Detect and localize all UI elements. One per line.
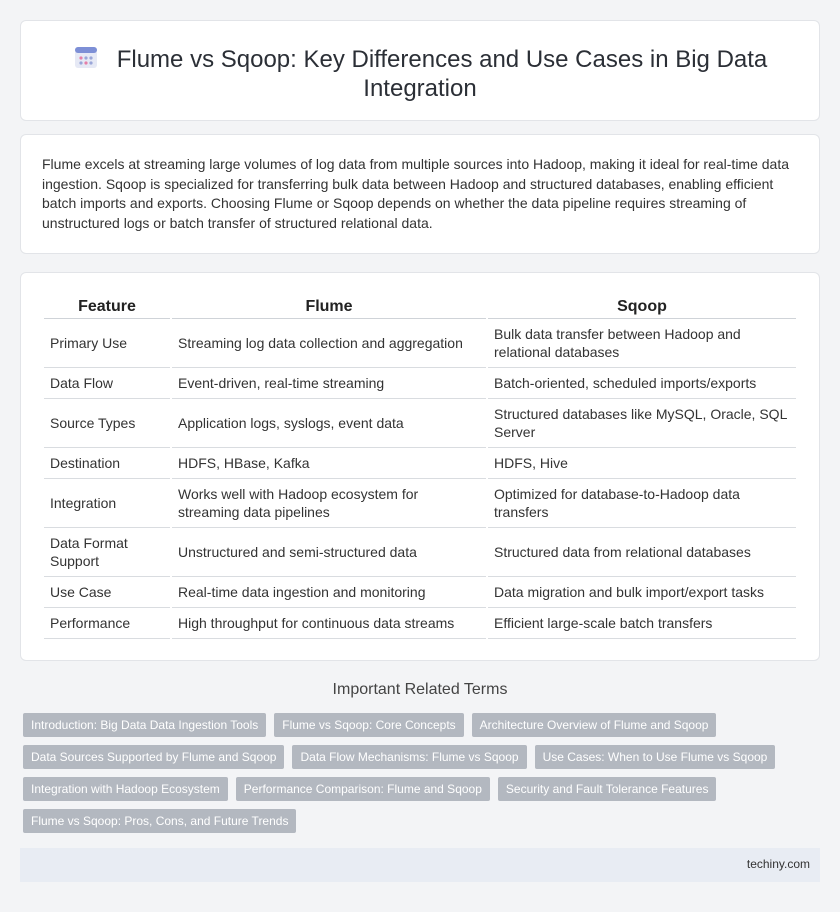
sqoop-cell: Optimized for database-to-Hadoop data transfers — [488, 479, 796, 528]
sqoop-cell: Bulk data transfer between Hadoop and relational databases — [488, 319, 796, 368]
related-tag[interactable]: Data Flow Mechanisms: Flume vs Sqoop — [292, 745, 526, 769]
header-flume: Flume — [172, 296, 486, 319]
table-header-row — [44, 296, 796, 319]
flume-cell: Real-time data ingestion and monitoring — [172, 577, 486, 608]
feature-cell: Use Case — [44, 577, 170, 608]
page-title — [61, 44, 779, 103]
table-row — [44, 608, 796, 639]
header-sqoop: Sqoop — [488, 296, 796, 319]
table-row — [44, 448, 796, 479]
feature-cell: Integration — [44, 479, 170, 528]
related-tag[interactable]: Architecture Overview of Flume and Sqoop — [472, 713, 717, 737]
flume-cell: High throughput for continuous data streams — [172, 608, 486, 639]
feature-cell: Performance — [44, 608, 170, 639]
sqoop-cell: Structured data from relational databases — [488, 528, 796, 577]
footer — [20, 848, 820, 882]
comparison-table — [42, 296, 798, 639]
table-row — [44, 368, 796, 399]
related-tag[interactable]: Integration with Hadoop Ecosystem — [23, 777, 228, 801]
sqoop-cell: Structured databases like MySQL, Oracle, SQL Server — [488, 399, 796, 448]
table-row — [44, 577, 796, 608]
sqoop-cell: Efficient large-scale batch transfers — [488, 608, 796, 639]
flume-cell: Application logs, syslogs, event data — [172, 399, 486, 448]
related-terms-list — [23, 713, 813, 833]
flume-cell: Streaming log data collection and aggregation — [172, 319, 486, 368]
related-tag[interactable]: Performance Comparison: Flume and Sqoop — [236, 777, 490, 801]
calendar-icon — [73, 44, 99, 70]
comparison-card — [20, 272, 820, 661]
page-title-text: Flume vs Sqoop: Key Differences and Use Cases in Big Data Integration — [116, 46, 768, 102]
table-row — [44, 528, 796, 577]
summary-text: Flume excels at streaming large volumes of log data from multiple sources into Hadoop, making it ideal for real-time data ingestion. Sqoop is specialized for transferring bulk data between Hadoop and structured databases, enabling efficient batch imports and exports. Choosing Flume or Sqoop depends on whether the data pipeline requires streaming of unstructured logs or batch transfer of structured relational data. — [42, 156, 790, 231]
related-tag[interactable]: Security and Fault Tolerance Features — [498, 777, 717, 801]
feature-cell: Destination — [44, 448, 170, 479]
related-terms-title: Important Related Terms — [332, 681, 508, 698]
table-row — [44, 479, 796, 528]
summary-card — [20, 134, 820, 254]
flume-cell: Event-driven, real-time streaming — [172, 368, 486, 399]
title-card — [20, 20, 820, 121]
feature-cell: Primary Use — [44, 319, 170, 368]
related-tag[interactable]: Data Sources Supported by Flume and Sqoop — [23, 745, 284, 769]
feature-cell: Data Format Support — [44, 528, 170, 577]
feature-cell: Source Types — [44, 399, 170, 448]
footer-site-link[interactable]: techiny.com — [746, 857, 810, 871]
related-tag[interactable]: Flume vs Sqoop: Core Concepts — [274, 713, 463, 737]
flume-cell: Unstructured and semi-structured data — [172, 528, 486, 577]
table-row — [44, 319, 796, 368]
flume-cell: HDFS, HBase, Kafka — [172, 448, 486, 479]
related-tag[interactable]: Use Cases: When to Use Flume vs Sqoop — [535, 745, 776, 769]
sqoop-cell: Batch-oriented, scheduled imports/exports — [488, 368, 796, 399]
sqoop-cell: HDFS, Hive — [488, 448, 796, 479]
related-tag[interactable]: Flume vs Sqoop: Pros, Cons, and Future Trends — [23, 809, 296, 833]
flume-cell: Works well with Hadoop ecosystem for streaming data pipelines — [172, 479, 486, 528]
table-row — [44, 399, 796, 448]
related-tag[interactable]: Introduction: Big Data Data Ingestion Tools — [23, 713, 266, 737]
feature-cell: Data Flow — [44, 368, 170, 399]
header-feature: Feature — [44, 296, 170, 319]
sqoop-cell: Data migration and bulk import/export tasks — [488, 577, 796, 608]
